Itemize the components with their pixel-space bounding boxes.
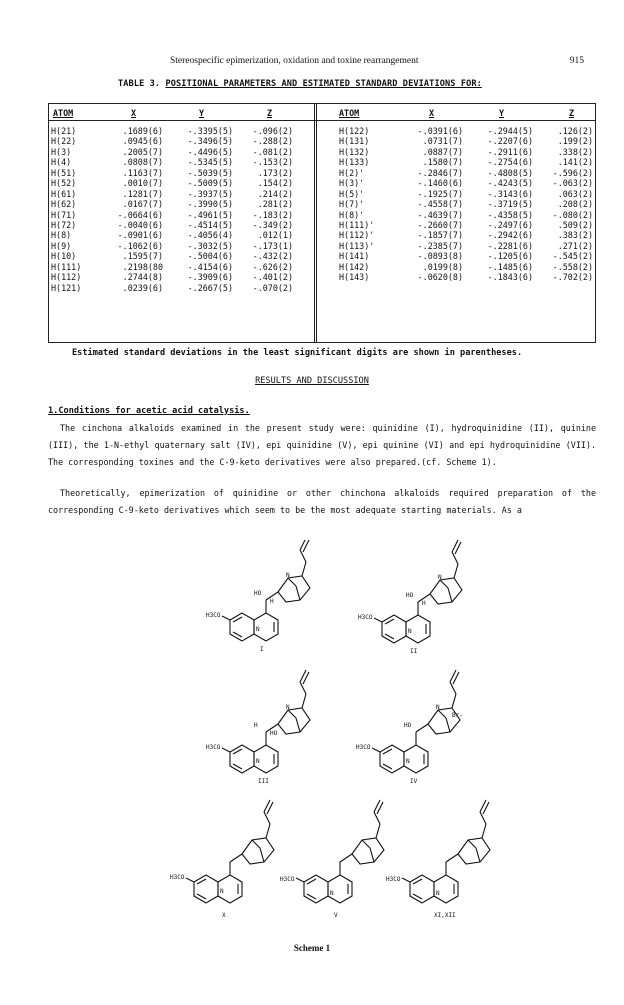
hydroxy-label: HO xyxy=(254,590,262,597)
table-cell: -.1485(6) xyxy=(487,261,533,272)
nitrogen-label: N xyxy=(436,890,440,897)
table-cell: -.2660(7) xyxy=(417,219,463,230)
table-cell: -.5039(5) xyxy=(187,167,233,178)
table-cell: .199(2) xyxy=(557,136,593,147)
table-column-divider xyxy=(314,104,315,342)
scheme-1-structures xyxy=(0,540,624,940)
table-cell: -.2754(6) xyxy=(487,157,533,168)
table-cell: -.3990(5) xyxy=(187,199,233,210)
table-cell: H(21) xyxy=(51,126,77,136)
table-cell: -.2281(6) xyxy=(487,240,533,251)
nitrogen-label: N xyxy=(286,572,290,579)
table-cell: -.2846(7) xyxy=(417,167,463,178)
table-cell: -.4961(5) xyxy=(187,209,233,220)
col-header-y: Y xyxy=(499,108,505,118)
table-cell: H(142) xyxy=(339,261,370,272)
table-cell: .2005(7) xyxy=(122,146,163,157)
table-cell: -.3143(6) xyxy=(487,188,533,199)
table-cell: H(5)' xyxy=(339,188,365,199)
hydrogen-label: H xyxy=(270,598,274,605)
hydroxy-label: HO xyxy=(404,722,412,729)
table-column-y xyxy=(465,126,533,283)
table-cell: .0731(7) xyxy=(422,136,463,147)
table-column-z xyxy=(535,126,593,283)
scheme-caption: Scheme 1 xyxy=(293,943,331,953)
table-cell: -.1857(7) xyxy=(417,230,463,241)
compound-label: IV xyxy=(410,778,418,785)
table-cell: -.4558(7) xyxy=(417,199,463,210)
paragraph xyxy=(48,485,596,519)
structure-2 xyxy=(374,540,462,643)
table-cell: H(8) xyxy=(51,230,72,241)
table-cell: H(51) xyxy=(51,167,77,178)
methoxy-label: H3CO xyxy=(206,612,221,619)
table-cell: H(113)' xyxy=(339,240,375,251)
table-cell: .0945(6) xyxy=(122,136,163,147)
table-cell: -.080(2) xyxy=(552,209,593,220)
table-cell: H(2)' xyxy=(339,167,365,178)
table-cell: H(132) xyxy=(339,146,370,157)
table-cell: -.081(2) xyxy=(252,146,293,157)
table-cell: -.2944(5) xyxy=(487,126,533,136)
table-column-y xyxy=(165,126,233,293)
table-cell: -.153(2) xyxy=(252,157,293,168)
table-cell: -.0040(6) xyxy=(117,219,163,230)
nitrogen-label: N xyxy=(436,704,440,711)
table-cell: .154(2) xyxy=(257,178,293,189)
paragraph-text: The cinchona alkaloids examined in the present study were: quinidine (I), hydroquinidine (II), quinine (III), the 1-N-ethyl quaternary salt (IV), epi quinidine (V), epi quinine (VI) and epi hydroquinidine (VII). The corresponding toxines and the C-9-keto derivatives were also prepared.(cf. Scheme 1). xyxy=(48,423,596,467)
table-cell: H(10) xyxy=(51,251,77,262)
table-cell: .173(2) xyxy=(257,167,293,178)
table-cell: .2198(80 xyxy=(122,261,163,272)
table-cell: .281(2) xyxy=(257,199,293,210)
table-cell: H(112) xyxy=(51,272,82,283)
compound-label: I xyxy=(260,646,264,653)
table-cell: -.5009(5) xyxy=(187,178,233,189)
table-cell: .1163(7) xyxy=(122,167,163,178)
table-cell: -.401(2) xyxy=(252,272,293,283)
table-cell: -.3937(5) xyxy=(187,188,233,199)
bromide-label: Br- xyxy=(452,712,463,719)
table-column-atom xyxy=(51,126,101,293)
table-cell: -.1062(6) xyxy=(117,240,163,251)
table-column-divider xyxy=(316,104,317,342)
structure-1 xyxy=(222,540,310,641)
table-cell: -.1843(6) xyxy=(487,272,533,283)
compound-label: XI,XII xyxy=(434,912,456,919)
col-header-atom: ATOM xyxy=(339,108,360,118)
table-cell: .0808(7) xyxy=(122,157,163,168)
page-number: 915 xyxy=(569,56,584,66)
table-cell: .1281(7) xyxy=(122,188,163,199)
table-cell: .383(2) xyxy=(557,230,593,241)
table-cell: .214(2) xyxy=(257,188,293,199)
table-cell: -.1460(6) xyxy=(417,178,463,189)
table-cell: -.4496(5) xyxy=(187,146,233,157)
table-cell: -.2207(6) xyxy=(487,136,533,147)
table-cell: -.070(2) xyxy=(252,282,293,293)
table-caption xyxy=(118,79,482,89)
table-footnote: Estimated standard deviations in the least significant digits are shown in parentheses. xyxy=(72,348,523,358)
table-cell: -.2497(6) xyxy=(487,219,533,230)
table-cell: .1580(7) xyxy=(422,157,463,168)
table-header-rule xyxy=(49,120,595,121)
table-cell: -.0620(8) xyxy=(417,272,463,283)
table-cell: .208(2) xyxy=(557,199,593,210)
structure-7 xyxy=(402,800,490,903)
table-cell: -.3496(5) xyxy=(187,136,233,147)
positional-parameters-table xyxy=(48,103,596,343)
methoxy-label: H3CO xyxy=(356,744,371,751)
table-cell: H(141) xyxy=(339,251,370,262)
table-column-z xyxy=(235,126,293,293)
compound-label: X xyxy=(222,912,226,919)
table-cell: H(112)' xyxy=(339,230,375,241)
paragraph xyxy=(48,420,596,470)
compound-label: III xyxy=(258,778,269,785)
table-cell: -.349(2) xyxy=(252,219,293,230)
table-cell: -.4639(7) xyxy=(417,209,463,220)
table-cell: H(8)' xyxy=(339,209,365,220)
col-header-x: X xyxy=(131,108,137,118)
table-column-atom xyxy=(339,126,395,283)
hydroxy-label: HO xyxy=(406,592,414,599)
table-column-x xyxy=(103,126,163,293)
table-column-x xyxy=(397,126,463,283)
table-cell: H(61) xyxy=(51,188,77,199)
table-cell: H(72) xyxy=(51,219,77,230)
nitrogen-label: N xyxy=(438,574,442,581)
table-cell: -.3395(5) xyxy=(187,126,233,136)
table-cell: .338(2) xyxy=(557,146,593,157)
table-cell: -.4358(5) xyxy=(487,209,533,220)
table-cell: H(111)' xyxy=(339,219,375,230)
table-cell: -.2942(6) xyxy=(487,230,533,241)
col-header-z: Z xyxy=(267,108,273,118)
nitrogen-label: N xyxy=(286,704,290,711)
table-cell: -.4808(5) xyxy=(487,167,533,178)
hydrogen-label: H xyxy=(254,722,258,729)
table-cell: .0199(8) xyxy=(422,261,463,272)
col-header-y: Y xyxy=(199,108,205,118)
table-cell: .141(2) xyxy=(557,157,593,168)
table-cell: -.702(2) xyxy=(552,272,593,283)
nitrogen-label: N xyxy=(408,628,412,635)
compound-label: V xyxy=(334,912,338,919)
table-cell: .0239(6) xyxy=(122,282,163,293)
subsection-heading: 1.Conditions for acetic acid catalysis. xyxy=(48,406,250,416)
table-cell: -.596(2) xyxy=(552,167,593,178)
table-cell: -.2385(7) xyxy=(417,240,463,251)
table-cell: .1595(7) xyxy=(122,251,163,262)
table-cell: .0167(7) xyxy=(122,199,163,210)
table-cell: -.4514(5) xyxy=(187,219,233,230)
methoxy-label: H3CO xyxy=(386,876,401,883)
hydrogen-label: H xyxy=(422,600,426,607)
table-cell: -.173(1) xyxy=(252,240,293,251)
table-cell: -.0893(8) xyxy=(417,251,463,262)
table-cell: -.288(2) xyxy=(252,136,293,147)
table-cell: -.0901(6) xyxy=(117,230,163,241)
running-header xyxy=(0,56,624,72)
table-cell: -.626(2) xyxy=(252,261,293,272)
table-cell: -.4243(5) xyxy=(487,178,533,189)
table-cell: H(3) xyxy=(51,146,72,157)
table-caption-prefix: TABLE 3. xyxy=(118,79,161,89)
table-cell: -.4056(4) xyxy=(187,230,233,241)
col-header-z: Z xyxy=(569,108,575,118)
table-cell: H(22) xyxy=(51,136,77,147)
table-cell: H(143) xyxy=(339,272,370,283)
col-header-x: X xyxy=(429,108,435,118)
table-cell: -.432(2) xyxy=(252,251,293,262)
methoxy-label: H3CO xyxy=(358,614,373,621)
table-caption-text: POSITIONAL PARAMETERS AND ESTIMATED STANDARD DEVIATIONS FOR: xyxy=(165,79,482,89)
paragraph-text: Theoretically, epimerization of quinidine or other chinchona alkaloids required preparation of the corresponding C-9-keto derivatives which seem to be the most adequate starting materials. As a xyxy=(48,488,596,515)
table-cell: H(133) xyxy=(339,157,370,168)
table-cell: H(111) xyxy=(51,261,82,272)
table-cell: .126(2) xyxy=(557,126,593,136)
table-cell: .0010(7) xyxy=(122,178,163,189)
table-cell: -.5004(6) xyxy=(187,251,233,262)
nitrogen-label: N xyxy=(330,890,334,897)
col-header-atom: ATOM xyxy=(53,108,74,118)
methoxy-label: H3CO xyxy=(206,744,221,751)
table-cell: .2744(8) xyxy=(122,272,163,283)
table-cell: -.1925(7) xyxy=(417,188,463,199)
table-cell: H(52) xyxy=(51,178,77,189)
table-cell: H(131) xyxy=(339,136,370,147)
table-cell: .509(2) xyxy=(557,219,593,230)
table-cell: -.3909(6) xyxy=(187,272,233,283)
structure-5 xyxy=(186,800,274,903)
table-cell: H(122) xyxy=(339,126,370,136)
structure-4 xyxy=(372,670,460,773)
table-cell: H(71) xyxy=(51,209,77,220)
table-cell: H(7)' xyxy=(339,199,365,210)
table-cell: H(62) xyxy=(51,199,77,210)
structure-6 xyxy=(296,800,384,903)
table-cell: -.3032(5) xyxy=(187,240,233,251)
nitrogen-label: N xyxy=(220,888,224,895)
table-cell: -.063(2) xyxy=(552,178,593,189)
table-cell: -.4154(6) xyxy=(187,261,233,272)
table-cell: .1689(6) xyxy=(122,126,163,136)
nitrogen-label: N xyxy=(256,758,260,765)
hydroxy-label: HO xyxy=(270,730,278,737)
table-cell: -.5345(5) xyxy=(187,157,233,168)
table-cell: H(4) xyxy=(51,157,72,168)
table-cell: H(121) xyxy=(51,282,82,293)
table-cell: -.183(2) xyxy=(252,209,293,220)
table-cell: .063(2) xyxy=(557,188,593,199)
table-cell: -.1205(6) xyxy=(487,251,533,262)
compound-label: II xyxy=(410,648,418,655)
table-cell: -.0391(6) xyxy=(417,126,463,136)
table-cell: .271(2) xyxy=(557,240,593,251)
table-cell: -.096(2) xyxy=(252,126,293,136)
section-heading: RESULTS AND DISCUSSION xyxy=(255,376,369,386)
running-title: Stereospecific epimerization, oxidation and toxine rearrangement xyxy=(170,56,419,66)
table-cell: -.558(2) xyxy=(552,261,593,272)
table-cell: -.2667(5) xyxy=(187,282,233,293)
nitrogen-label: N xyxy=(256,626,260,633)
table-cell: .0887(7) xyxy=(422,146,463,157)
table-cell: .012(1) xyxy=(257,230,293,241)
table-cell: H(9) xyxy=(51,240,72,251)
structure-3 xyxy=(222,670,310,773)
methoxy-label: H3CO xyxy=(170,874,185,881)
nitrogen-label: N xyxy=(406,758,410,765)
table-cell: H(3)' xyxy=(339,178,365,189)
table-cell: -.2911(6) xyxy=(487,146,533,157)
table-cell: -.545(2) xyxy=(552,251,593,262)
table-cell: -.0664(6) xyxy=(117,209,163,220)
methoxy-label: H3CO xyxy=(280,876,295,883)
table-cell: -.3719(5) xyxy=(487,199,533,210)
